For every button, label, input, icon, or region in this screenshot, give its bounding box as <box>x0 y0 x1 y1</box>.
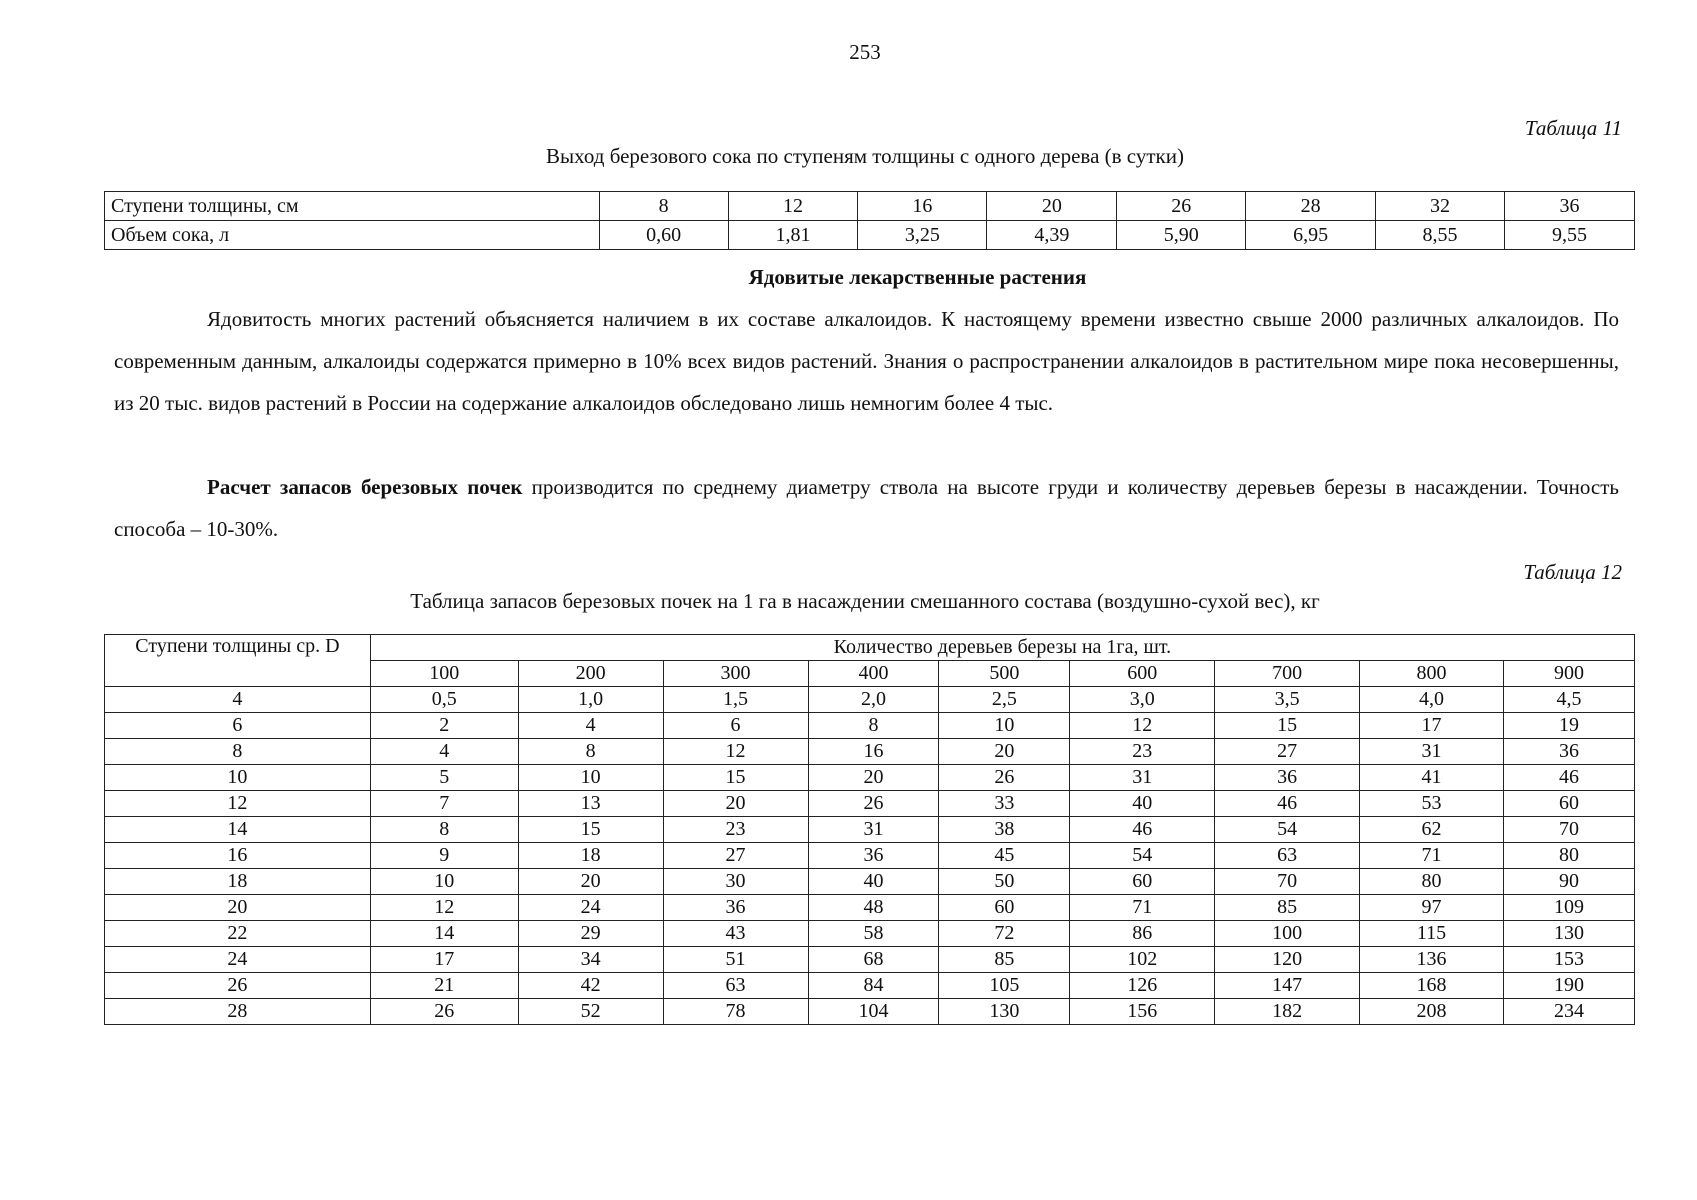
row-header: 18 <box>105 869 371 895</box>
table-cell: 32 <box>1376 192 1505 221</box>
table-cell: 12 <box>728 192 858 221</box>
table-cell: 234 <box>1503 999 1634 1025</box>
row-header: 4 <box>105 687 371 713</box>
birch-sap-yield-table <box>104 191 1635 250</box>
table-cell: 156 <box>1070 999 1215 1025</box>
row-header: 26 <box>105 973 371 999</box>
table-cell: 182 <box>1215 999 1360 1025</box>
table-cell: 90 <box>1503 869 1634 895</box>
table-cell: 20 <box>663 791 808 817</box>
table-cell: 70 <box>1215 869 1360 895</box>
column-header: 900 <box>1503 661 1634 687</box>
table-cell: 45 <box>939 843 1070 869</box>
table-cell: 46 <box>1070 817 1215 843</box>
table-cell: 36 <box>1503 739 1634 765</box>
table-cell: 43 <box>663 921 808 947</box>
table-cell: 7 <box>370 791 518 817</box>
column-header: 200 <box>518 661 663 687</box>
table-cell: 36 <box>808 843 939 869</box>
row-header: 28 <box>105 999 371 1025</box>
table-row <box>105 947 1635 973</box>
table-cell: 85 <box>1215 895 1360 921</box>
table-cell: 85 <box>939 947 1070 973</box>
table-row <box>105 895 1635 921</box>
table-cell: 68 <box>808 947 939 973</box>
table-cell: 50 <box>939 869 1070 895</box>
table-cell: 1,0 <box>518 687 663 713</box>
row-header: 8 <box>105 739 371 765</box>
table-cell: 12 <box>1070 713 1215 739</box>
table-row <box>105 869 1635 895</box>
table-cell: 71 <box>1070 895 1215 921</box>
table-cell: 10 <box>939 713 1070 739</box>
table-row <box>105 843 1635 869</box>
table-cell: 4,39 <box>987 221 1117 250</box>
table-cell: 63 <box>663 973 808 999</box>
column-header: 100 <box>370 661 518 687</box>
table-cell: 36 <box>1215 765 1360 791</box>
table-cell: 42 <box>518 973 663 999</box>
table-cell: 38 <box>939 817 1070 843</box>
table-cell: 15 <box>518 817 663 843</box>
table-cell: 97 <box>1360 895 1504 921</box>
table-cell: 33 <box>939 791 1070 817</box>
table-row <box>105 739 1635 765</box>
table-row <box>105 921 1635 947</box>
table-cell: 3,5 <box>1215 687 1360 713</box>
birch-buds-paragraph <box>114 466 1619 550</box>
table-cell: 27 <box>663 843 808 869</box>
table-cell: 51 <box>663 947 808 973</box>
table-cell: 19 <box>1503 713 1634 739</box>
table-cell: 41 <box>1360 765 1504 791</box>
table-cell: 1,81 <box>728 221 858 250</box>
table-cell: 120 <box>1215 947 1360 973</box>
table-cell: 26 <box>1117 192 1246 221</box>
table-cell: 30 <box>663 869 808 895</box>
table-cell: 104 <box>808 999 939 1025</box>
table-cell: 5 <box>370 765 518 791</box>
table-cell: 126 <box>1070 973 1215 999</box>
table-12-group-header: Количество деревьев березы на 1га, шт. <box>370 635 1634 661</box>
table-cell: 15 <box>663 765 808 791</box>
table-cell: 168 <box>1360 973 1504 999</box>
table-cell: 4 <box>370 739 518 765</box>
table-cell: 20 <box>808 765 939 791</box>
table-cell: 34 <box>518 947 663 973</box>
table-cell: 3,0 <box>1070 687 1215 713</box>
table-row <box>105 817 1635 843</box>
table-cell: 2,5 <box>939 687 1070 713</box>
table-cell: 26 <box>808 791 939 817</box>
table-cell: 8 <box>518 739 663 765</box>
row-header: 10 <box>105 765 371 791</box>
table-cell: 6 <box>663 713 808 739</box>
table-cell: 4 <box>518 713 663 739</box>
table-cell: 12 <box>370 895 518 921</box>
row-header: 16 <box>105 843 371 869</box>
table-cell: 23 <box>1070 739 1215 765</box>
table-cell: 2 <box>370 713 518 739</box>
table-cell: 2,0 <box>808 687 939 713</box>
table-cell: 12 <box>663 739 808 765</box>
row-header: 6 <box>105 713 371 739</box>
table-cell: 14 <box>370 921 518 947</box>
table-cell: 54 <box>1215 817 1360 843</box>
table-row <box>105 999 1635 1025</box>
table-cell: 21 <box>370 973 518 999</box>
row-header: 24 <box>105 947 371 973</box>
alkaloids-paragraph-text: Ядовитость многих растений объясняется наличием в их составе алкалоидов. К настоящему времени известно свыше 2000 различных алкалоидов. По современным данным, алкалоиды содержатся примерно в 10% всех видов растений. Знания о распространении алкалоидов в растительном мире пока несовершенны, из 20 тыс. видов растений в России на содержание алкалоидов обследовано лишь немногим более 4 тыс. <box>114 307 1619 415</box>
table-cell: 26 <box>370 999 518 1025</box>
table-cell: 72 <box>939 921 1070 947</box>
table-cell: 70 <box>1503 817 1634 843</box>
table-cell: 48 <box>808 895 939 921</box>
row-header: 22 <box>105 921 371 947</box>
table-cell: 8,55 <box>1376 221 1505 250</box>
table-row <box>105 192 1635 221</box>
table-row <box>105 973 1635 999</box>
table-row <box>105 713 1635 739</box>
table-cell: 53 <box>1360 791 1504 817</box>
column-header: 800 <box>1360 661 1504 687</box>
table-cell: 84 <box>808 973 939 999</box>
column-header: 500 <box>939 661 1070 687</box>
table-12-caption: Таблица запасов березовых почек на 1 га в насаждении смешанного состава (воздушно-сухой вес), кг <box>410 589 1320 613</box>
table-cell: 60 <box>1070 869 1215 895</box>
table-cell: 17 <box>370 947 518 973</box>
column-header: 700 <box>1215 661 1360 687</box>
table-cell: 31 <box>1070 765 1215 791</box>
table-12-label: Таблица 12 <box>1523 560 1622 584</box>
table-cell: 80 <box>1360 869 1504 895</box>
table-cell: 0,5 <box>370 687 518 713</box>
table-cell: 16 <box>858 192 987 221</box>
row-header: 20 <box>105 895 371 921</box>
table-cell: 130 <box>1503 921 1634 947</box>
table-cell: 52 <box>518 999 663 1025</box>
table-cell: 15 <box>1215 713 1360 739</box>
table-cell: 100 <box>1215 921 1360 947</box>
table-cell: 115 <box>1360 921 1504 947</box>
table-cell: 8 <box>808 713 939 739</box>
table-11-label: Таблица 11 <box>1524 116 1622 140</box>
table-cell: 4,0 <box>1360 687 1504 713</box>
table-cell: 10 <box>370 869 518 895</box>
table-cell: 4,5 <box>1503 687 1634 713</box>
row-header: 14 <box>105 817 371 843</box>
table-cell: 62 <box>1360 817 1504 843</box>
table-cell: 24 <box>518 895 663 921</box>
table-cell: 26 <box>939 765 1070 791</box>
table-cell: 31 <box>1360 739 1504 765</box>
table-cell: 29 <box>518 921 663 947</box>
table-cell: 16 <box>808 739 939 765</box>
table-cell: 27 <box>1215 739 1360 765</box>
table-cell: 60 <box>939 895 1070 921</box>
table-cell: 18 <box>518 843 663 869</box>
table-cell: 208 <box>1360 999 1504 1025</box>
table-cell: 58 <box>808 921 939 947</box>
table-12-row-header-title: Ступени толщины ср. D <box>105 635 371 687</box>
table-cell: 147 <box>1215 973 1360 999</box>
table-cell: 36 <box>663 895 808 921</box>
alkaloids-paragraph <box>114 298 1619 424</box>
table-cell: 8 <box>370 817 518 843</box>
table-cell: 78 <box>663 999 808 1025</box>
table-cell: 105 <box>939 973 1070 999</box>
table-cell: 31 <box>808 817 939 843</box>
column-header: 600 <box>1070 661 1215 687</box>
table-cell: 0,60 <box>599 221 728 250</box>
table-cell: 9,55 <box>1504 221 1634 250</box>
table-cell: 3,25 <box>858 221 987 250</box>
table-row <box>105 765 1635 791</box>
column-header: 300 <box>663 661 808 687</box>
table-cell: 6,95 <box>1246 221 1376 250</box>
table-cell: 20 <box>987 192 1117 221</box>
table-row <box>105 221 1635 250</box>
table-cell: 136 <box>1360 947 1504 973</box>
table-cell: 13 <box>518 791 663 817</box>
table-cell: 20 <box>518 869 663 895</box>
page-number: 253 <box>849 40 881 64</box>
table-cell: 20 <box>939 739 1070 765</box>
row-header: 12 <box>105 791 371 817</box>
table-cell: 10 <box>518 765 663 791</box>
table-cell: 40 <box>1070 791 1215 817</box>
table-cell: 80 <box>1503 843 1634 869</box>
table-cell: 71 <box>1360 843 1504 869</box>
table-cell: 130 <box>939 999 1070 1025</box>
table-row-header: Ступени толщины, см <box>105 192 600 221</box>
table-cell: 5,90 <box>1117 221 1246 250</box>
table-cell: 86 <box>1070 921 1215 947</box>
table-cell: 60 <box>1503 791 1634 817</box>
birch-buds-paragraph-text: производится по среднему диаметру ствола на высоте груди и количеству деревьев березы в насаждении. Точность способа – 10-30%. <box>114 475 1619 541</box>
table-cell: 9 <box>370 843 518 869</box>
table-cell: 40 <box>808 869 939 895</box>
table-row <box>105 687 1635 713</box>
table-cell: 8 <box>599 192 728 221</box>
birch-buds-stock-table <box>104 634 1635 1025</box>
table-row-header: Объем сока, л <box>105 221 600 250</box>
table-cell: 153 <box>1503 947 1634 973</box>
table-cell: 23 <box>663 817 808 843</box>
table-cell: 46 <box>1215 791 1360 817</box>
table-cell: 190 <box>1503 973 1634 999</box>
table-cell: 28 <box>1246 192 1376 221</box>
birch-buds-bold-lead: Расчет запасов березовых почек <box>207 475 523 499</box>
column-header: 400 <box>808 661 939 687</box>
table-cell: 46 <box>1503 765 1634 791</box>
section-heading: Ядовитые лекарственные растения <box>748 265 1087 289</box>
table-cell: 63 <box>1215 843 1360 869</box>
table-11-caption: Выход березового сока по ступеням толщины с одного дерева (в сутки) <box>546 144 1184 168</box>
table-cell: 54 <box>1070 843 1215 869</box>
table-cell: 109 <box>1503 895 1634 921</box>
table-cell: 102 <box>1070 947 1215 973</box>
table-cell: 1,5 <box>663 687 808 713</box>
table-row <box>105 791 1635 817</box>
table-cell: 36 <box>1504 192 1634 221</box>
table-cell: 17 <box>1360 713 1504 739</box>
